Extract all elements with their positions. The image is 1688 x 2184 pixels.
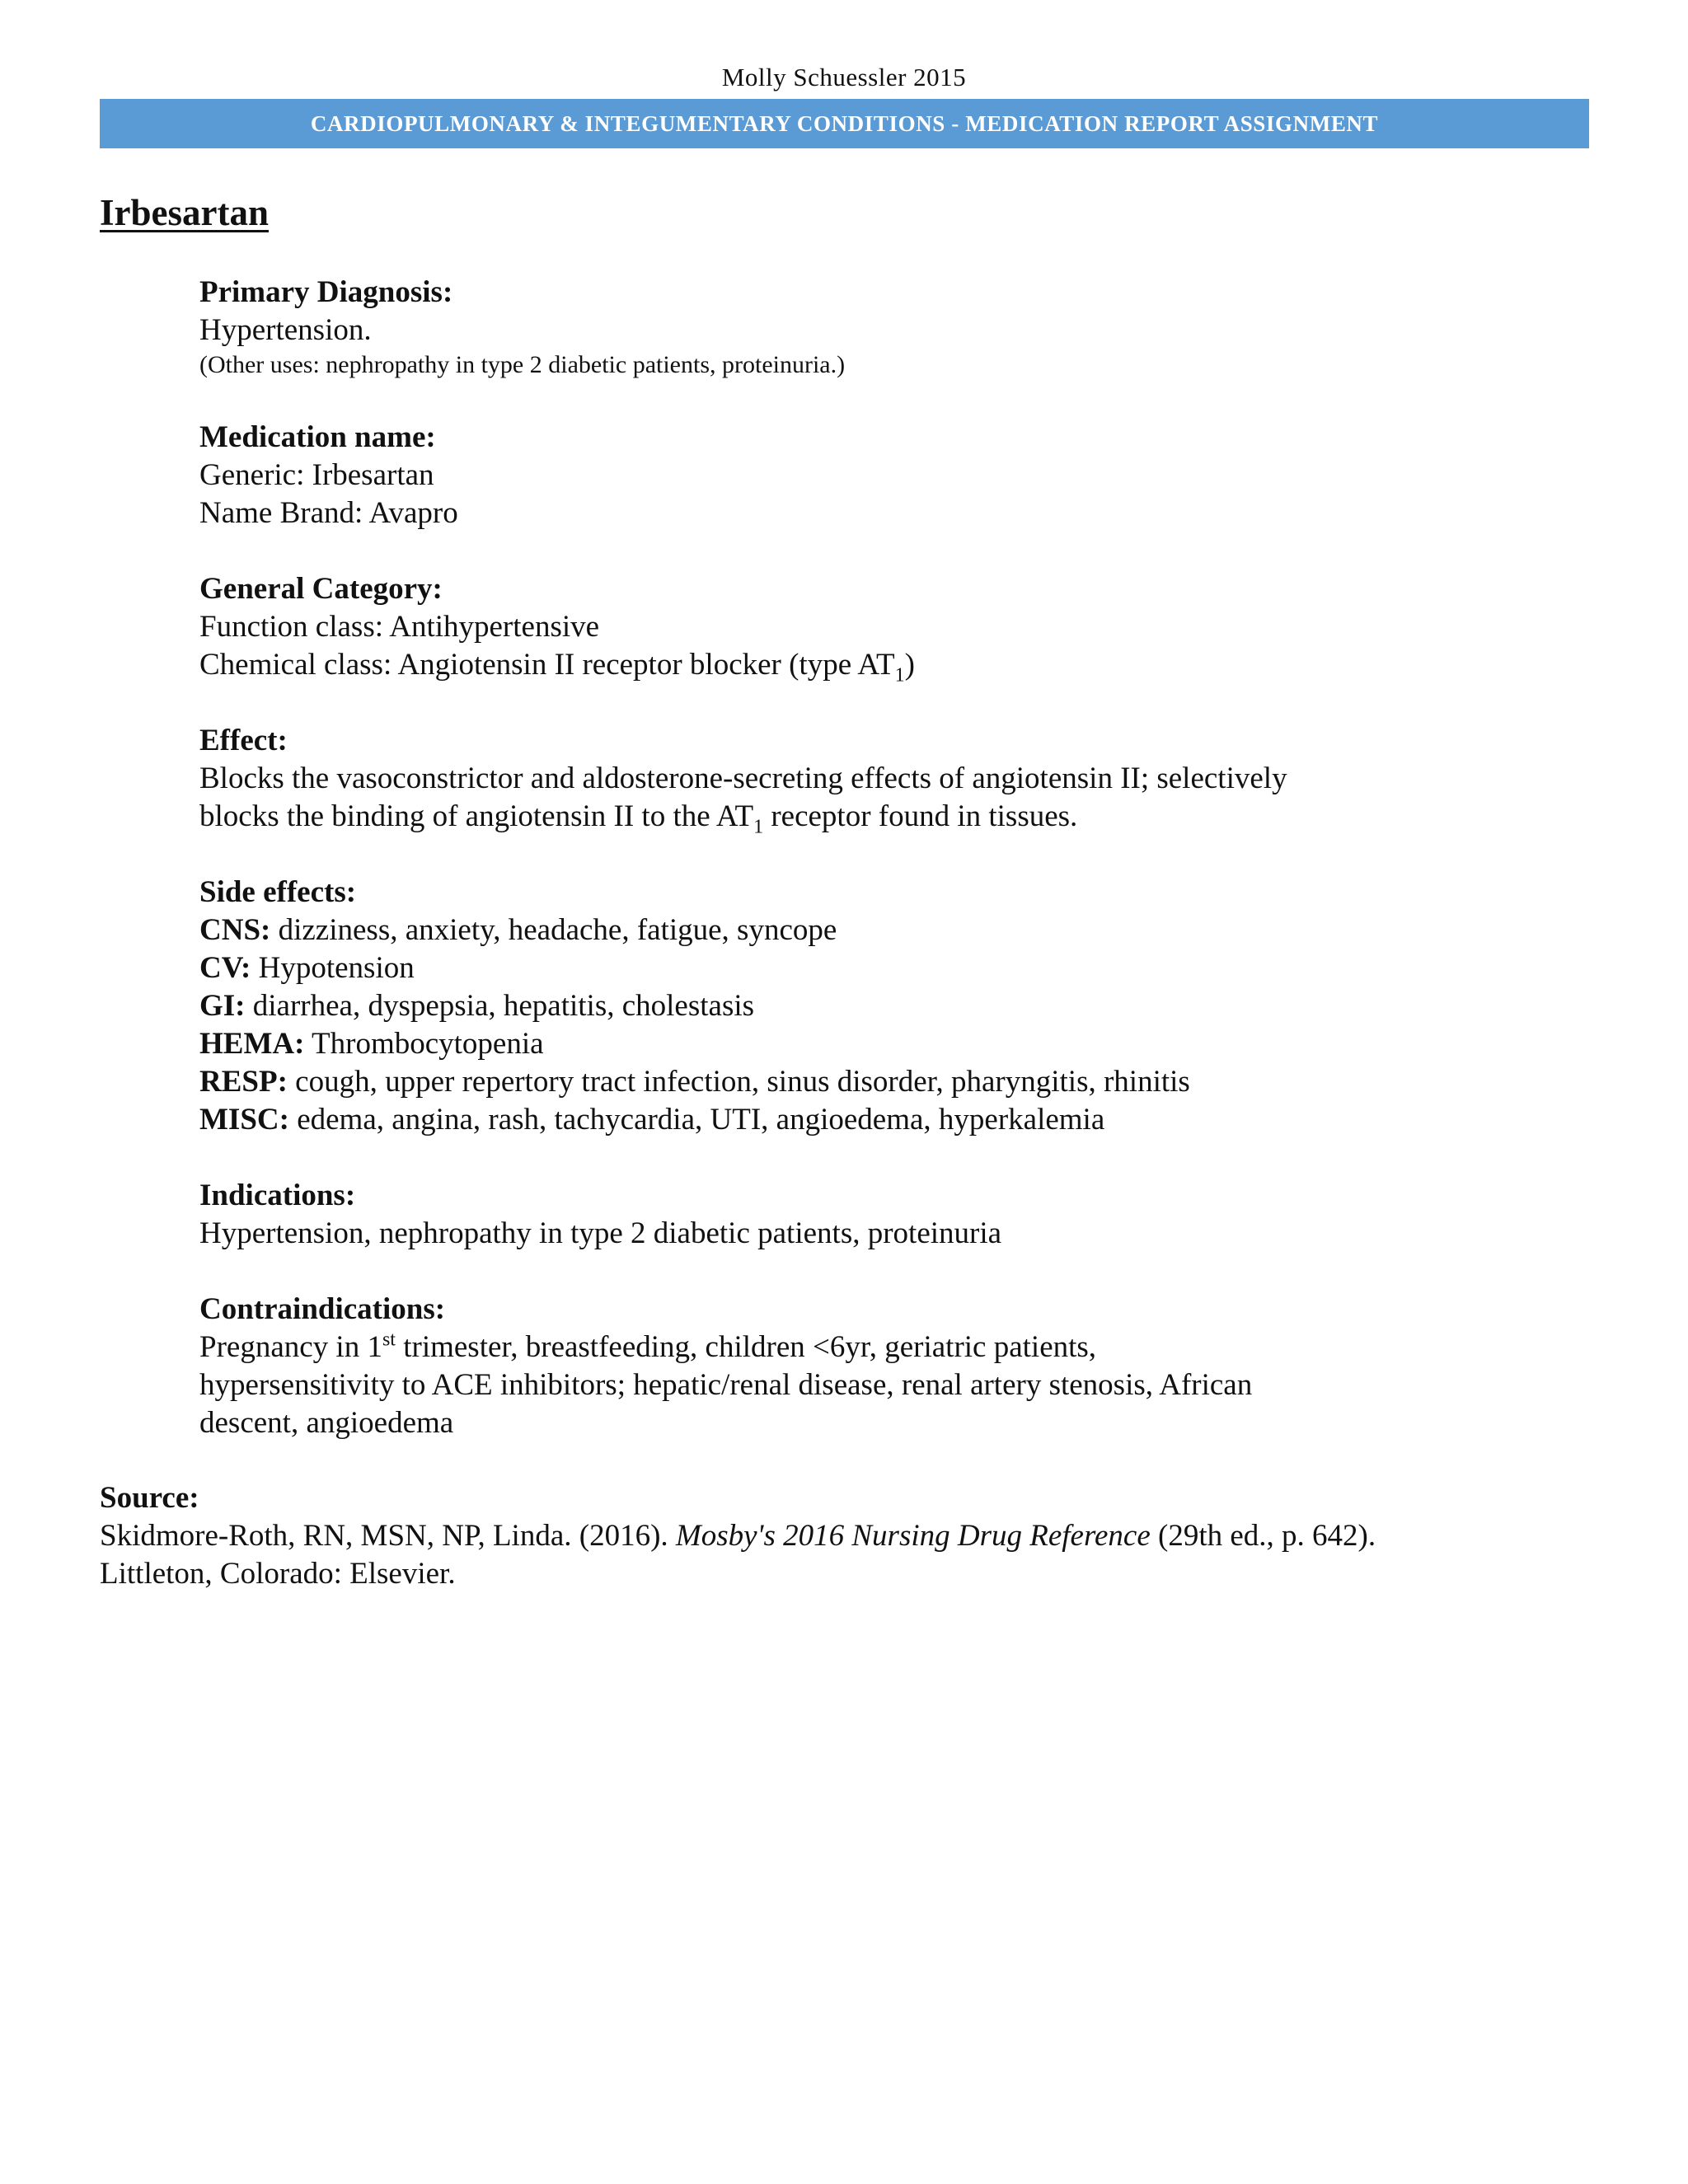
- assignment-banner: CARDIOPULMONARY & INTEGUMENTARY CONDITIONS - MEDICATION REPORT ASSIGNMENT: [100, 99, 1589, 148]
- side-effect-label: MISC:: [199, 1103, 289, 1137]
- medication-name-section: [199, 419, 1485, 532]
- side-effect-item: [199, 1025, 1485, 1063]
- general-category-section: [199, 570, 1485, 687]
- source-authors: Skidmore-Roth, RN, MSN, NP, Linda. (2016).: [100, 1519, 676, 1553]
- effect-line-2-text: blocks the binding of angiotensin II to the AT: [199, 799, 754, 833]
- side-effect-text: edema, angina, rash, tachycardia, UTI, angioedema, hyperkalemia: [288, 1103, 1105, 1137]
- contraindications-line-3: descent, angioedema: [199, 1406, 454, 1440]
- indications-section: [199, 1177, 1485, 1253]
- report-body: [199, 274, 1485, 1480]
- contraindications-line-1-text: Pregnancy in 1: [199, 1330, 382, 1364]
- side-effect-label: GI:: [199, 989, 246, 1023]
- side-effect-label: HEMA:: [199, 1027, 305, 1061]
- chemical-class-close: ): [904, 648, 915, 682]
- source-section: [100, 1479, 1583, 1593]
- side-effect-item: [199, 987, 1485, 1025]
- effect-line-1: Blocks the vasoconstrictor and aldosterone-secreting effects of angiotensin II; selectively: [199, 762, 1287, 795]
- primary-diagnosis-heading: Primary Diagnosis:: [199, 275, 453, 309]
- side-effect-item: [199, 949, 1485, 987]
- contraindications-line-1: [199, 1329, 1485, 1366]
- contraindications-superscript: st: [382, 1329, 396, 1351]
- side-effect-item: [199, 1101, 1485, 1139]
- contraindications-line-2: hypersensitivity to ACE inhibitors; hepatic/renal disease, renal artery stenosis, African: [199, 1368, 1253, 1402]
- source-book-title: Mosby's 2016 Nursing Drug Reference: [675, 1519, 1151, 1553]
- side-effect-text: Hypotension: [251, 951, 415, 985]
- effect-line-2: [199, 798, 1485, 836]
- primary-diagnosis-note: (Other uses: nephropathy in type 2 diabetic patients, proteinuria.): [199, 351, 846, 378]
- medication-name-heading: Medication name:: [199, 420, 436, 454]
- side-effect-item: [199, 1063, 1485, 1101]
- source-heading: Source:: [100, 1481, 199, 1515]
- generic-name: Generic: Irbesartan: [199, 458, 434, 492]
- source-citation-line-2: Littleton, Colorado: Elsevier.: [100, 1557, 456, 1591]
- source-edition: (29th ed., p. 642).: [1150, 1519, 1376, 1553]
- chemical-class-text: Chemical class: Angiotensin II receptor blocker (type AT: [199, 648, 895, 682]
- effect-line-2-end: receptor found in tissues.: [763, 799, 1078, 833]
- primary-diagnosis-section: [199, 274, 1485, 381]
- contraindications-line-1-end: trimester, breastfeeding, children <6yr, geriatric patients,: [395, 1330, 1097, 1364]
- author-header: Molly Schuessler 2015: [721, 63, 967, 91]
- effect-section: [199, 722, 1485, 836]
- side-effect-text: diarrhea, dyspepsia, hepatitis, cholestasis: [245, 989, 755, 1023]
- side-effects-section: [199, 874, 1485, 1139]
- indications-heading: Indications:: [199, 1179, 356, 1212]
- side-effect-label: RESP:: [199, 1065, 288, 1099]
- side-effect-text: cough, upper repertory tract infection, sinus disorder, pharyngitis, rhinitis: [287, 1065, 1190, 1099]
- chemical-class: [199, 646, 1485, 687]
- source-citation-line-1: [100, 1517, 1583, 1555]
- side-effect-text: Thrombocytopenia: [304, 1027, 544, 1061]
- side-effect-item: [199, 912, 1485, 949]
- chemical-class-subscript: 1: [894, 664, 905, 687]
- indications-value: Hypertension, nephropathy in type 2 diabetic patients, proteinuria: [199, 1216, 1002, 1250]
- side-effect-label: CV:: [199, 951, 251, 985]
- side-effect-text: dizziness, anxiety, headache, fatigue, syncope: [270, 913, 837, 947]
- brand-name: Name Brand: Avapro: [199, 496, 458, 530]
- page-title: Irbesartan: [100, 192, 269, 233]
- side-effects-heading: Side effects:: [199, 875, 357, 909]
- function-class: Function class: Antihypertensive: [199, 610, 600, 644]
- contraindications-section: [199, 1291, 1485, 1442]
- primary-diagnosis-value: Hypertension.: [199, 313, 372, 347]
- general-category-heading: General Category:: [199, 572, 443, 606]
- effect-heading: Effect:: [199, 724, 288, 757]
- side-effect-label: CNS:: [199, 913, 271, 947]
- effect-subscript: 1: [753, 816, 764, 838]
- contraindications-heading: Contraindications:: [199, 1292, 446, 1326]
